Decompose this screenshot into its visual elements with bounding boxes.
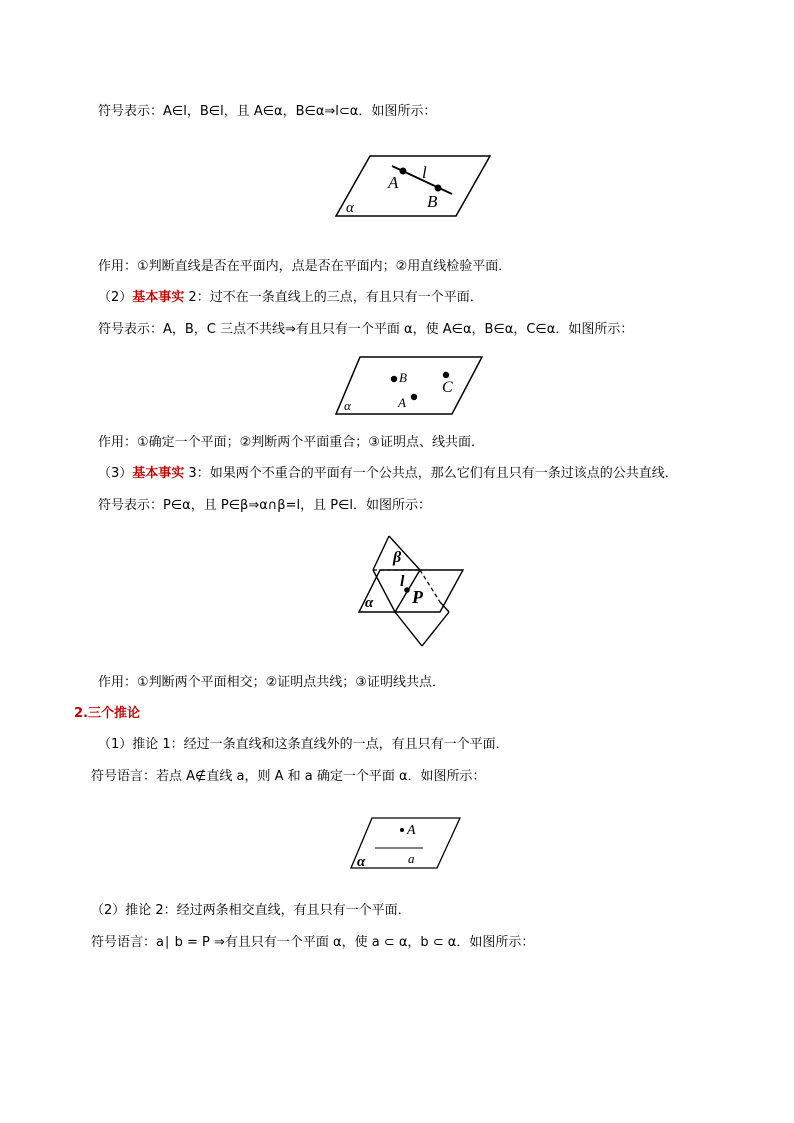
label-A: A [398, 395, 406, 410]
point-A [400, 168, 407, 175]
point-A [400, 828, 404, 832]
plane-beta-edge [373, 570, 395, 612]
label-alpha: α [346, 200, 354, 216]
label-alpha: α [344, 398, 351, 413]
figure-intersecting-planes [355, 530, 470, 652]
plane-alpha [336, 357, 482, 414]
fact-3-prefix: （3） [98, 466, 133, 481]
symbol-line-2: 符号表示：A，B，C 三点不共线⇒有且只有一个平面 α，使 A∈α，B∈α，C∈α．如图所示： [98, 322, 634, 337]
fact-2-keyword: 基本事实 [132, 290, 185, 305]
corollary-2-line: （2）推论 2：经过两条相交直线，有且只有一个平面． [91, 903, 411, 918]
plane-beta-edge [373, 536, 389, 570]
figure-point-line-plane [345, 812, 465, 872]
label-beta: β [393, 549, 402, 566]
label-P: P [412, 587, 423, 607]
point-P [404, 587, 410, 593]
effect-line-3: 作用：①判断两个平面相交；②证明点共线；③证明线共点． [98, 675, 445, 690]
point-B [435, 185, 442, 192]
symbol-language-2: 符号语言：a∣ b = P ⇒有且只有一个平面 α，使 a ⊂ α，b ⊂ α．如图所示： [91, 935, 535, 950]
fact-2-line [98, 289, 483, 307]
plane-beta-edge [395, 612, 422, 646]
plane-beta-hidden-edge [420, 570, 440, 602]
symbol-line-3: 符号表示：P∈α，且 P∈β⇒α∩β=l，且 P∈l．如图所示： [98, 498, 432, 513]
label-a: a [408, 851, 415, 866]
corollary-1-line: （1）推论 1：经过一条直线和这条直线外的一点，有且只有一个平面． [98, 737, 509, 752]
symbol-language-1: 符号语言：若点 A∉直线 a，则 A 和 a 确定一个平面 α．如图所示： [91, 769, 486, 784]
point-B [391, 376, 397, 382]
label-A: A [407, 823, 416, 838]
label-A: A [388, 173, 399, 192]
plane-alpha [359, 570, 463, 612]
plane-alpha [351, 818, 460, 868]
label-B: B [427, 192, 438, 211]
label-C: C [442, 379, 453, 396]
label-l: l [400, 573, 405, 590]
fact-3-keyword: 基本事实 [132, 466, 185, 481]
label-B: B [399, 370, 407, 385]
fact-3-line [98, 465, 678, 483]
figure-three-points-plane [330, 352, 490, 418]
label-alpha: α [357, 854, 366, 870]
section-heading-corollaries: 2.三个推论 [74, 706, 140, 721]
effect-line-2: 作用：①确定一个平面；②判断两个平面重合；③证明点、线共面． [98, 435, 484, 450]
plane-alpha [336, 156, 490, 216]
plane-beta-edge [422, 612, 449, 646]
effect-line-1: 作用：①判断直线是否在平面内，点是否在平面内；②用直线检验平面． [98, 259, 512, 274]
symbol-line-1: 符号表示：A∈l，B∈l，且 A∈α，B∈α⇒l⊂α．如图所示： [98, 104, 437, 119]
fact-3-text: 3：如果两个不重合的平面有一个公共点，那么它们有且只有一条过该点的公共直线． [184, 466, 678, 481]
point-C [443, 372, 449, 378]
label-l: l [422, 163, 427, 182]
label-alpha: α [365, 595, 374, 611]
fact-2-text: 2：过不在一条直线上的三点，有且只有一个平面． [184, 290, 483, 305]
fact-2-prefix: （2） [98, 290, 133, 305]
point-A [411, 394, 417, 400]
figure-line-in-plane [330, 150, 500, 222]
